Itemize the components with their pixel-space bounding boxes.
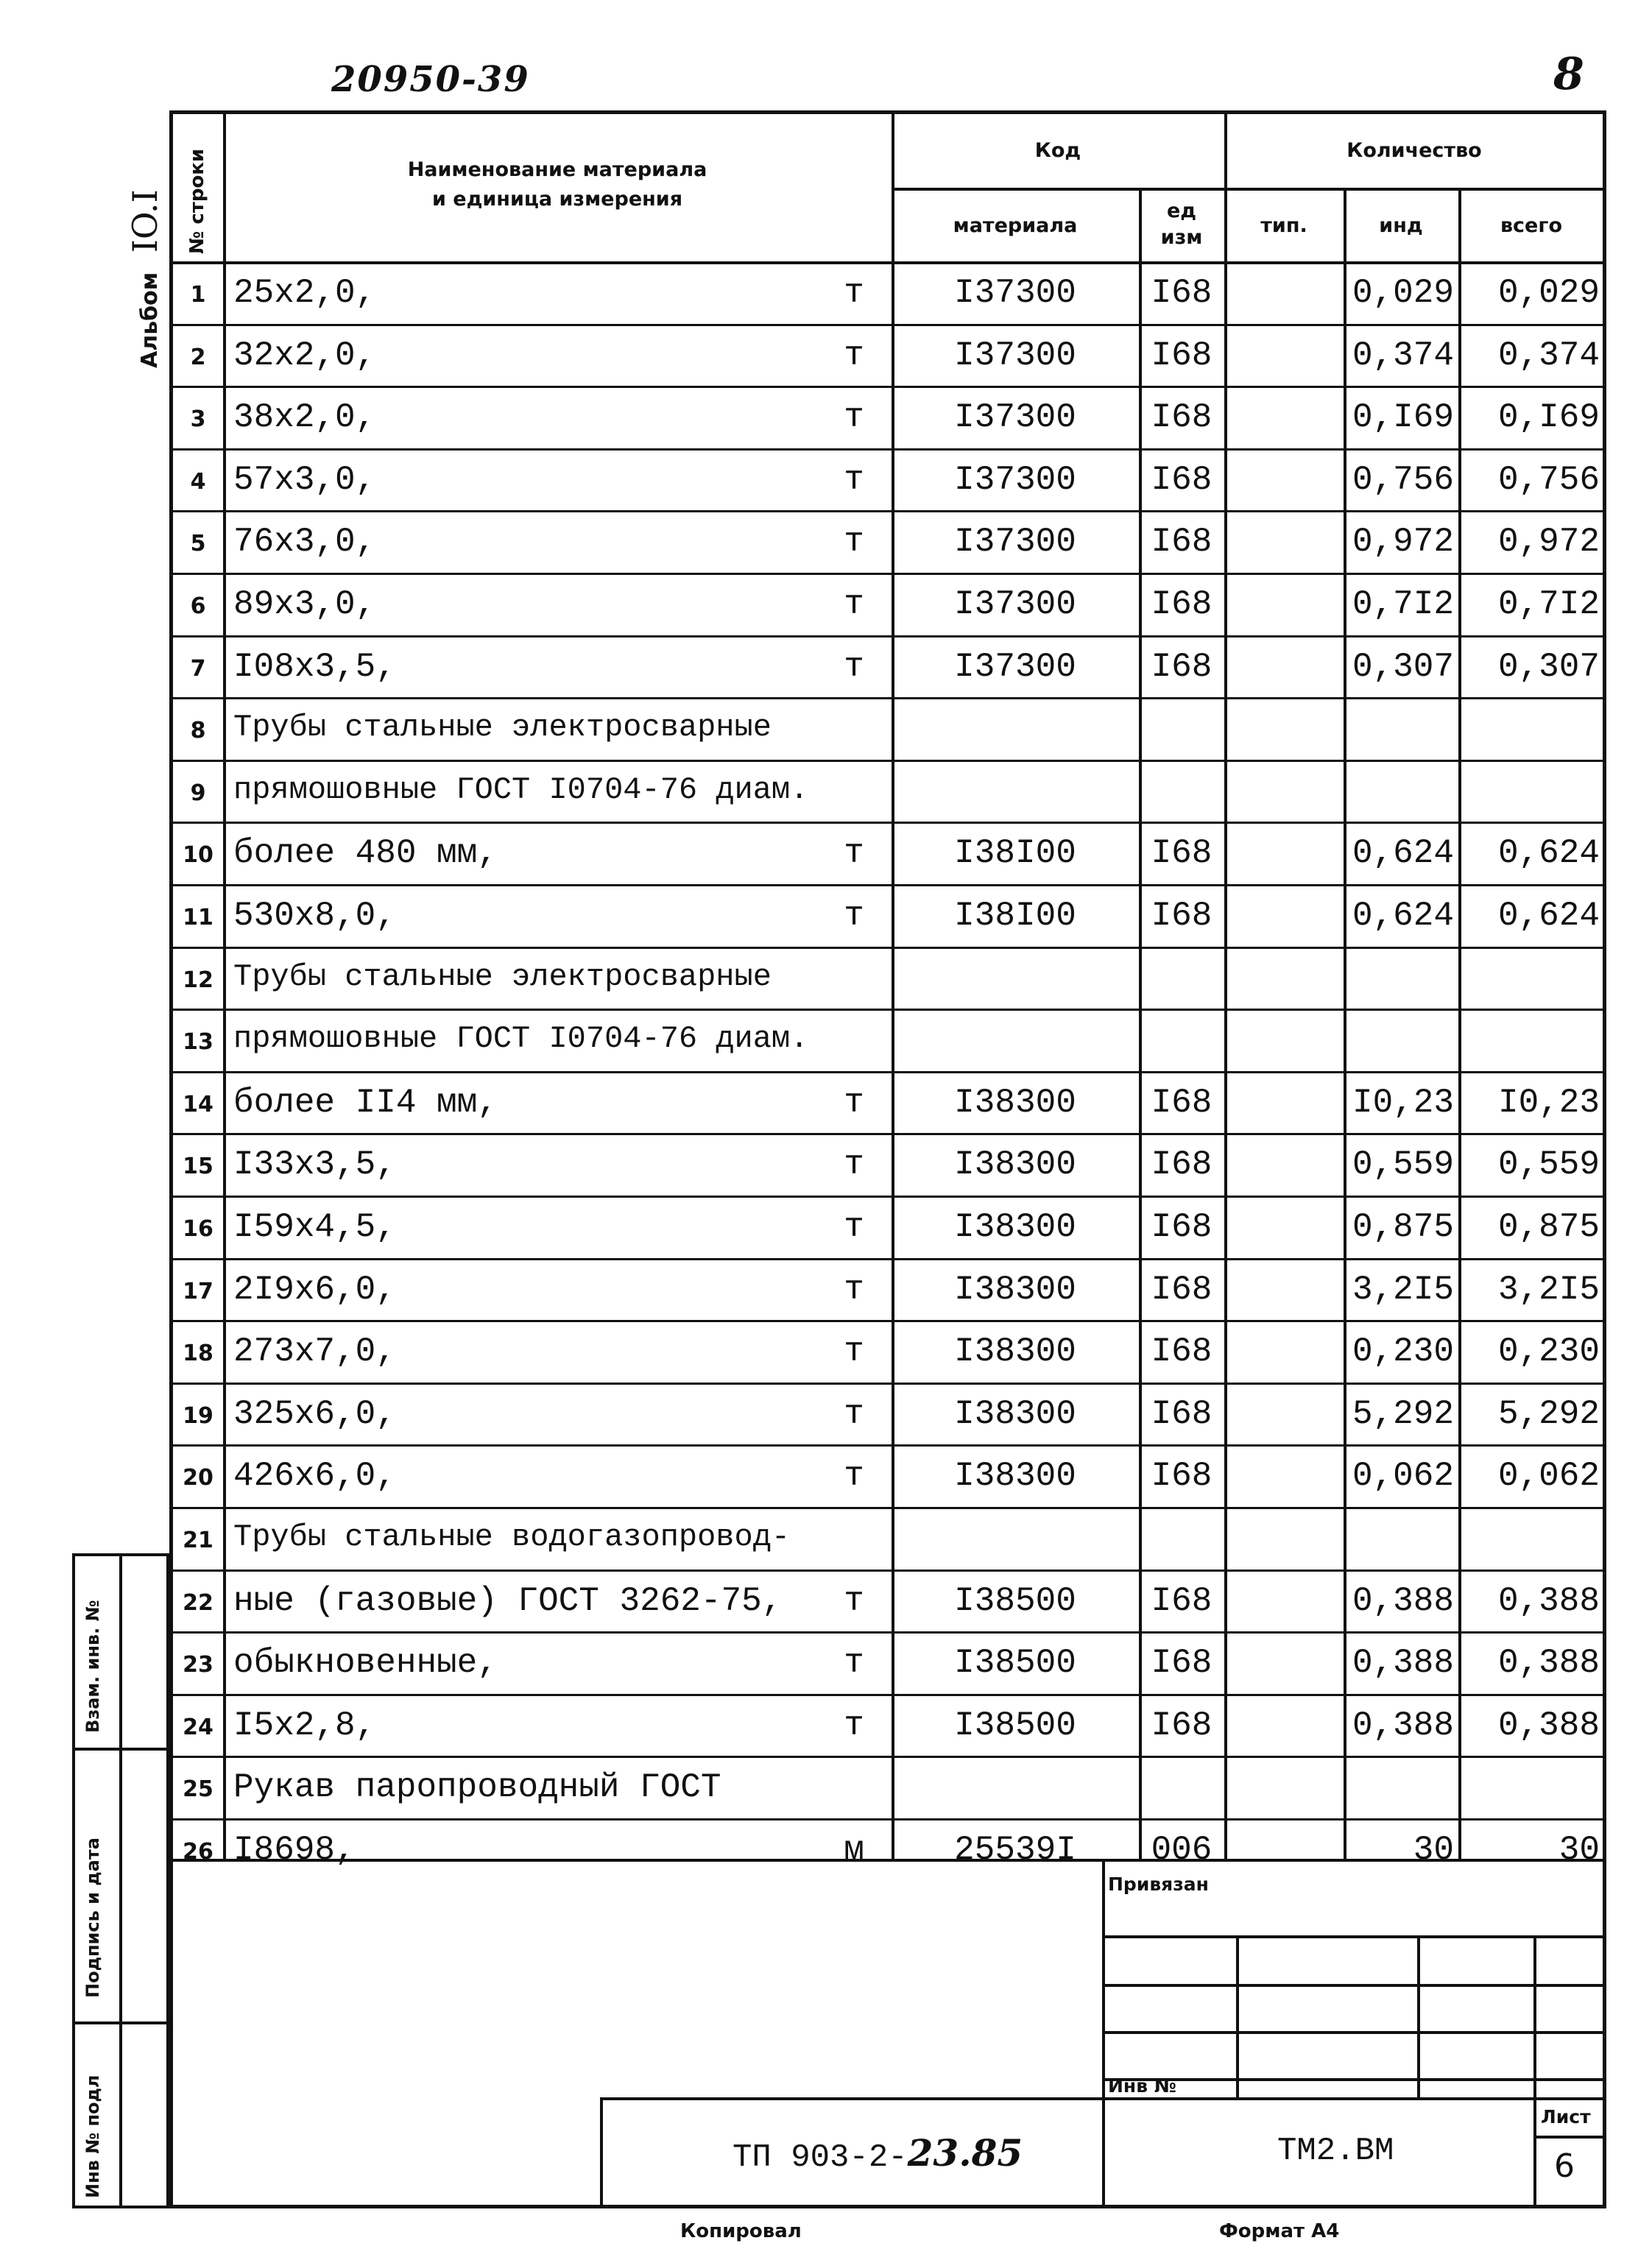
qty-ind: 0,972 bbox=[1352, 523, 1454, 562]
unit-code: I68 bbox=[1151, 1270, 1212, 1309]
material-unit: т bbox=[844, 585, 864, 624]
row-number: 18 bbox=[183, 1341, 213, 1367]
qty-ind: 30 bbox=[1413, 1831, 1454, 1869]
table-row bbox=[173, 386, 1604, 448]
row-number: 9 bbox=[190, 780, 206, 806]
material-unit: т bbox=[844, 398, 864, 437]
material-code: I37300 bbox=[954, 460, 1076, 499]
title-inv-no: Инв № bbox=[1108, 2075, 1176, 2097]
material-name: 89x3,0, bbox=[233, 585, 376, 624]
header-name-line1: Наименование материала bbox=[407, 158, 707, 181]
material-name: прямошовные ГОСТ I0704-76 диам. bbox=[233, 771, 809, 808]
material-unit: т bbox=[844, 523, 864, 562]
qty-total: 0,624 bbox=[1497, 897, 1600, 935]
material-code: 25539I bbox=[954, 1831, 1076, 1869]
qty-total: 0,388 bbox=[1497, 1706, 1600, 1745]
title-sheet-label: Лист bbox=[1541, 2106, 1591, 2127]
material-unit: т bbox=[844, 1394, 864, 1433]
header-code: Код bbox=[1034, 139, 1081, 162]
qty-total: 0,875 bbox=[1497, 1208, 1600, 1246]
qty-ind: 0,I69 bbox=[1352, 398, 1454, 437]
side-stamp-inv-podl: Инв № подл bbox=[82, 2074, 103, 2198]
unit-code: I68 bbox=[1151, 523, 1212, 562]
album-number: IO.I bbox=[125, 189, 165, 253]
table-row bbox=[173, 1507, 1604, 1569]
material-name: I59x4,5, bbox=[233, 1208, 396, 1246]
qty-total: 0,756 bbox=[1497, 460, 1600, 499]
material-code: I38500 bbox=[954, 1706, 1076, 1745]
table-row bbox=[173, 697, 1604, 760]
table-row bbox=[173, 448, 1604, 511]
row-number: 11 bbox=[183, 905, 213, 931]
table-row bbox=[173, 822, 1604, 884]
qty-total: 0,388 bbox=[1497, 1644, 1600, 1683]
qty-ind: 0,624 bbox=[1352, 834, 1454, 873]
row-number: 4 bbox=[190, 468, 206, 495]
material-unit: т bbox=[844, 647, 864, 686]
row-number: 10 bbox=[183, 842, 213, 869]
page-mark-handwritten: 8 bbox=[1553, 49, 1584, 100]
table-row bbox=[173, 1444, 1604, 1507]
side-stamp-podpis: Подпись и дата bbox=[82, 1837, 103, 1998]
qty-total: 0,388 bbox=[1497, 1581, 1600, 1620]
row-number: 26 bbox=[183, 1839, 213, 1865]
header-row-no: № строки bbox=[186, 148, 208, 254]
row-number: 23 bbox=[183, 1652, 213, 1678]
material-code: I38300 bbox=[954, 1457, 1076, 1496]
qty-ind: 0,388 bbox=[1352, 1706, 1454, 1745]
row-number: 6 bbox=[190, 593, 206, 619]
qty-total: 0,029 bbox=[1497, 274, 1600, 312]
material-unit: т bbox=[844, 1706, 864, 1745]
qty-ind: 0,756 bbox=[1352, 460, 1454, 499]
unit-code: I68 bbox=[1151, 897, 1212, 935]
material-name: I8698, bbox=[233, 1831, 356, 1869]
qty-ind: 0,7I2 bbox=[1352, 585, 1454, 624]
material-unit: т bbox=[844, 1581, 864, 1620]
material-name: Рукав паропроводный ГОСТ bbox=[233, 1768, 721, 1807]
material-unit: т bbox=[844, 460, 864, 499]
header-code-unit-1: ед bbox=[1166, 199, 1197, 222]
unit-code: I68 bbox=[1151, 460, 1212, 499]
title-doc-code: ТМ2.ВМ bbox=[1277, 2133, 1394, 2169]
qty-ind: 0,388 bbox=[1352, 1644, 1454, 1683]
qty-total: 0,972 bbox=[1497, 523, 1600, 562]
header-qty-total: всего bbox=[1500, 214, 1563, 237]
material-name: Трубы стальные электросварные bbox=[233, 958, 772, 995]
row-number: 15 bbox=[183, 1154, 213, 1180]
side-stamp bbox=[72, 1553, 169, 2208]
side-stamp-vzam: Взам. инв. № bbox=[82, 1600, 103, 1733]
qty-total: 3,2I5 bbox=[1497, 1270, 1600, 1309]
material-unit: м bbox=[844, 1831, 864, 1869]
table-row bbox=[173, 510, 1604, 573]
row-number: 19 bbox=[183, 1402, 213, 1429]
title-project-code-handwritten: 23.85 bbox=[907, 2131, 1023, 2175]
material-unit: т bbox=[844, 1270, 864, 1309]
material-unit: т bbox=[844, 834, 864, 873]
qty-ind: I0,23 bbox=[1352, 1083, 1454, 1122]
material-name: 426x6,0, bbox=[233, 1457, 396, 1496]
row-number: 1 bbox=[190, 282, 206, 308]
table-row bbox=[173, 573, 1604, 635]
table-row bbox=[173, 1071, 1604, 1134]
footer-copied: Копировал bbox=[680, 2220, 802, 2242]
material-code: I38300 bbox=[954, 1332, 1076, 1371]
title-project-code bbox=[733, 2131, 1023, 2176]
material-code: I37300 bbox=[954, 274, 1076, 312]
material-name: I33x3,5, bbox=[233, 1145, 396, 1184]
row-number: 17 bbox=[183, 1278, 213, 1304]
title-project-code-printed: ТП 903-2- bbox=[733, 2139, 908, 2176]
qty-total: 0,230 bbox=[1497, 1332, 1600, 1371]
row-number: 14 bbox=[183, 1091, 213, 1117]
qty-ind: 0,875 bbox=[1352, 1208, 1454, 1246]
material-name: 57x3,0, bbox=[233, 460, 376, 499]
material-code: I38300 bbox=[954, 1270, 1076, 1309]
table-row bbox=[173, 1258, 1604, 1321]
material-unit: т bbox=[844, 1145, 864, 1184]
material-name: I5x2,8, bbox=[233, 1706, 376, 1745]
unit-code: I68 bbox=[1151, 1644, 1212, 1683]
table-row bbox=[173, 1320, 1604, 1383]
unit-code: I68 bbox=[1151, 585, 1212, 624]
row-number: 3 bbox=[190, 406, 206, 433]
material-code: I37300 bbox=[954, 398, 1076, 437]
material-name: 530x8,0, bbox=[233, 897, 396, 935]
material-code: I37300 bbox=[954, 647, 1076, 686]
material-name: I08x3,5, bbox=[233, 647, 396, 686]
qty-ind: 0,388 bbox=[1352, 1581, 1454, 1620]
material-name: 273x7,0, bbox=[233, 1332, 396, 1371]
header-qty-typ: тип. bbox=[1260, 214, 1307, 237]
row-number: 7 bbox=[190, 655, 206, 682]
material-code: I38I00 bbox=[954, 897, 1076, 935]
unit-code: I68 bbox=[1151, 274, 1212, 312]
material-name: 76x3,0, bbox=[233, 523, 376, 562]
material-code: I38300 bbox=[954, 1208, 1076, 1246]
album-label bbox=[125, 189, 165, 368]
material-code: I38I00 bbox=[954, 834, 1076, 873]
qty-total: 0,I69 bbox=[1497, 398, 1600, 437]
qty-total: 0,374 bbox=[1497, 336, 1600, 375]
main-sheet bbox=[169, 110, 1606, 2208]
table-row bbox=[173, 1196, 1604, 1258]
material-name: Трубы стальные водогазопровод- bbox=[233, 1519, 791, 1555]
unit-code: I68 bbox=[1151, 1581, 1212, 1620]
material-name: 25x2,0, bbox=[233, 274, 376, 312]
material-code: I37300 bbox=[954, 585, 1076, 624]
row-number: 16 bbox=[183, 1216, 213, 1242]
qty-ind: 5,292 bbox=[1352, 1394, 1454, 1433]
material-name: 38x2,0, bbox=[233, 398, 376, 437]
material-unit: т bbox=[844, 1644, 864, 1683]
unit-code: I68 bbox=[1151, 1083, 1212, 1122]
row-number: 2 bbox=[190, 344, 206, 370]
material-name: обыкновенные, bbox=[233, 1644, 498, 1683]
qty-total: 0,062 bbox=[1497, 1457, 1600, 1496]
unit-code: I68 bbox=[1151, 1394, 1212, 1433]
album-label-text: Альбом bbox=[137, 272, 163, 368]
material-name: 2I9x6,0, bbox=[233, 1270, 396, 1309]
table-row bbox=[173, 635, 1604, 698]
row-number: 5 bbox=[190, 531, 206, 557]
material-unit: т bbox=[844, 336, 864, 375]
material-name: 325x6,0, bbox=[233, 1394, 396, 1433]
table-row bbox=[173, 760, 1604, 822]
qty-ind: 0,029 bbox=[1352, 274, 1454, 312]
table-row bbox=[173, 1133, 1604, 1196]
unit-code: I68 bbox=[1151, 1208, 1212, 1246]
qty-total: 0,559 bbox=[1497, 1145, 1600, 1184]
unit-code: I68 bbox=[1151, 398, 1212, 437]
material-unit: т bbox=[844, 1208, 864, 1246]
material-unit: т bbox=[844, 274, 864, 312]
qty-ind: 0,307 bbox=[1352, 647, 1454, 686]
qty-total: 0,624 bbox=[1497, 834, 1600, 873]
qty-ind: 0,062 bbox=[1352, 1457, 1454, 1496]
table-row bbox=[173, 947, 1604, 1009]
unit-code: I68 bbox=[1151, 1145, 1212, 1184]
material-code: I38500 bbox=[954, 1644, 1076, 1683]
unit-code: I68 bbox=[1151, 647, 1212, 686]
material-name: 32x2,0, bbox=[233, 336, 376, 375]
doc-number-handwritten: 20950-39 bbox=[331, 59, 530, 100]
title-privyazan: Привязан bbox=[1108, 1874, 1209, 1895]
row-number: 12 bbox=[183, 967, 213, 993]
row-number: 22 bbox=[183, 1589, 213, 1616]
table-row bbox=[173, 261, 1604, 324]
qty-total: 5,292 bbox=[1497, 1394, 1600, 1433]
qty-total: 0,7I2 bbox=[1497, 585, 1600, 624]
qty-ind: 3,2I5 bbox=[1352, 1270, 1454, 1309]
unit-code: I68 bbox=[1151, 1706, 1212, 1745]
material-unit: т bbox=[844, 1083, 864, 1122]
material-code: I38500 bbox=[954, 1581, 1076, 1620]
unit-code: I68 bbox=[1151, 336, 1212, 375]
material-name: ные (газовые) ГОСТ 3262-75, bbox=[233, 1581, 783, 1620]
unit-code: I68 bbox=[1151, 834, 1212, 873]
qty-total: I0,23 bbox=[1497, 1083, 1600, 1122]
row-number: 21 bbox=[183, 1528, 213, 1553]
qty-total: 0,307 bbox=[1497, 647, 1600, 686]
material-name: более II4 мм, bbox=[233, 1083, 498, 1122]
header-qty-ind: инд bbox=[1379, 214, 1423, 237]
table-row bbox=[173, 1009, 1604, 1071]
unit-code: I68 bbox=[1151, 1457, 1212, 1496]
header-code-unit-2: изм bbox=[1160, 226, 1203, 249]
material-code: I38300 bbox=[954, 1145, 1076, 1184]
material-name: Трубы стальные электросварные bbox=[233, 710, 772, 746]
qty-ind: 0,624 bbox=[1352, 897, 1454, 935]
material-code: I38300 bbox=[954, 1083, 1076, 1122]
table-row bbox=[173, 324, 1604, 386]
footer-format: Формат А4 bbox=[1219, 2220, 1340, 2242]
material-name: более 480 мм, bbox=[233, 834, 498, 873]
header-name-line2: и единица измерения bbox=[431, 188, 683, 211]
qty-ind: 0,559 bbox=[1352, 1145, 1454, 1184]
material-code: I37300 bbox=[954, 336, 1076, 375]
row-number: 13 bbox=[183, 1029, 213, 1056]
row-number: 25 bbox=[183, 1776, 213, 1803]
unit-code: 006 bbox=[1151, 1831, 1212, 1869]
table-row bbox=[173, 884, 1604, 947]
table-row bbox=[173, 1631, 1604, 1694]
row-number: 20 bbox=[183, 1465, 213, 1491]
table-row bbox=[173, 1818, 1604, 1881]
table-row bbox=[173, 1383, 1604, 1445]
table-row bbox=[173, 1694, 1604, 1756]
title-sheet-number: 6 bbox=[1554, 2147, 1575, 2185]
unit-code: I68 bbox=[1151, 1332, 1212, 1371]
material-unit: т bbox=[844, 1457, 864, 1496]
qty-ind: 0,230 bbox=[1352, 1332, 1454, 1371]
material-unit: т bbox=[844, 897, 864, 935]
material-code: I37300 bbox=[954, 523, 1076, 562]
row-number: 8 bbox=[190, 718, 206, 744]
row-number: 24 bbox=[183, 1714, 213, 1740]
qty-total: 30 bbox=[1559, 1831, 1600, 1869]
table-row bbox=[173, 1569, 1604, 1632]
material-unit: т bbox=[844, 1332, 864, 1371]
material-name: прямошовные ГОСТ I0704-76 диам. bbox=[233, 1021, 809, 1057]
header-quantity: Количество bbox=[1346, 139, 1482, 162]
header-code-material: материала bbox=[953, 214, 1078, 237]
table-row bbox=[173, 1756, 1604, 1818]
qty-ind: 0,374 bbox=[1352, 336, 1454, 375]
material-code: I38300 bbox=[954, 1394, 1076, 1433]
